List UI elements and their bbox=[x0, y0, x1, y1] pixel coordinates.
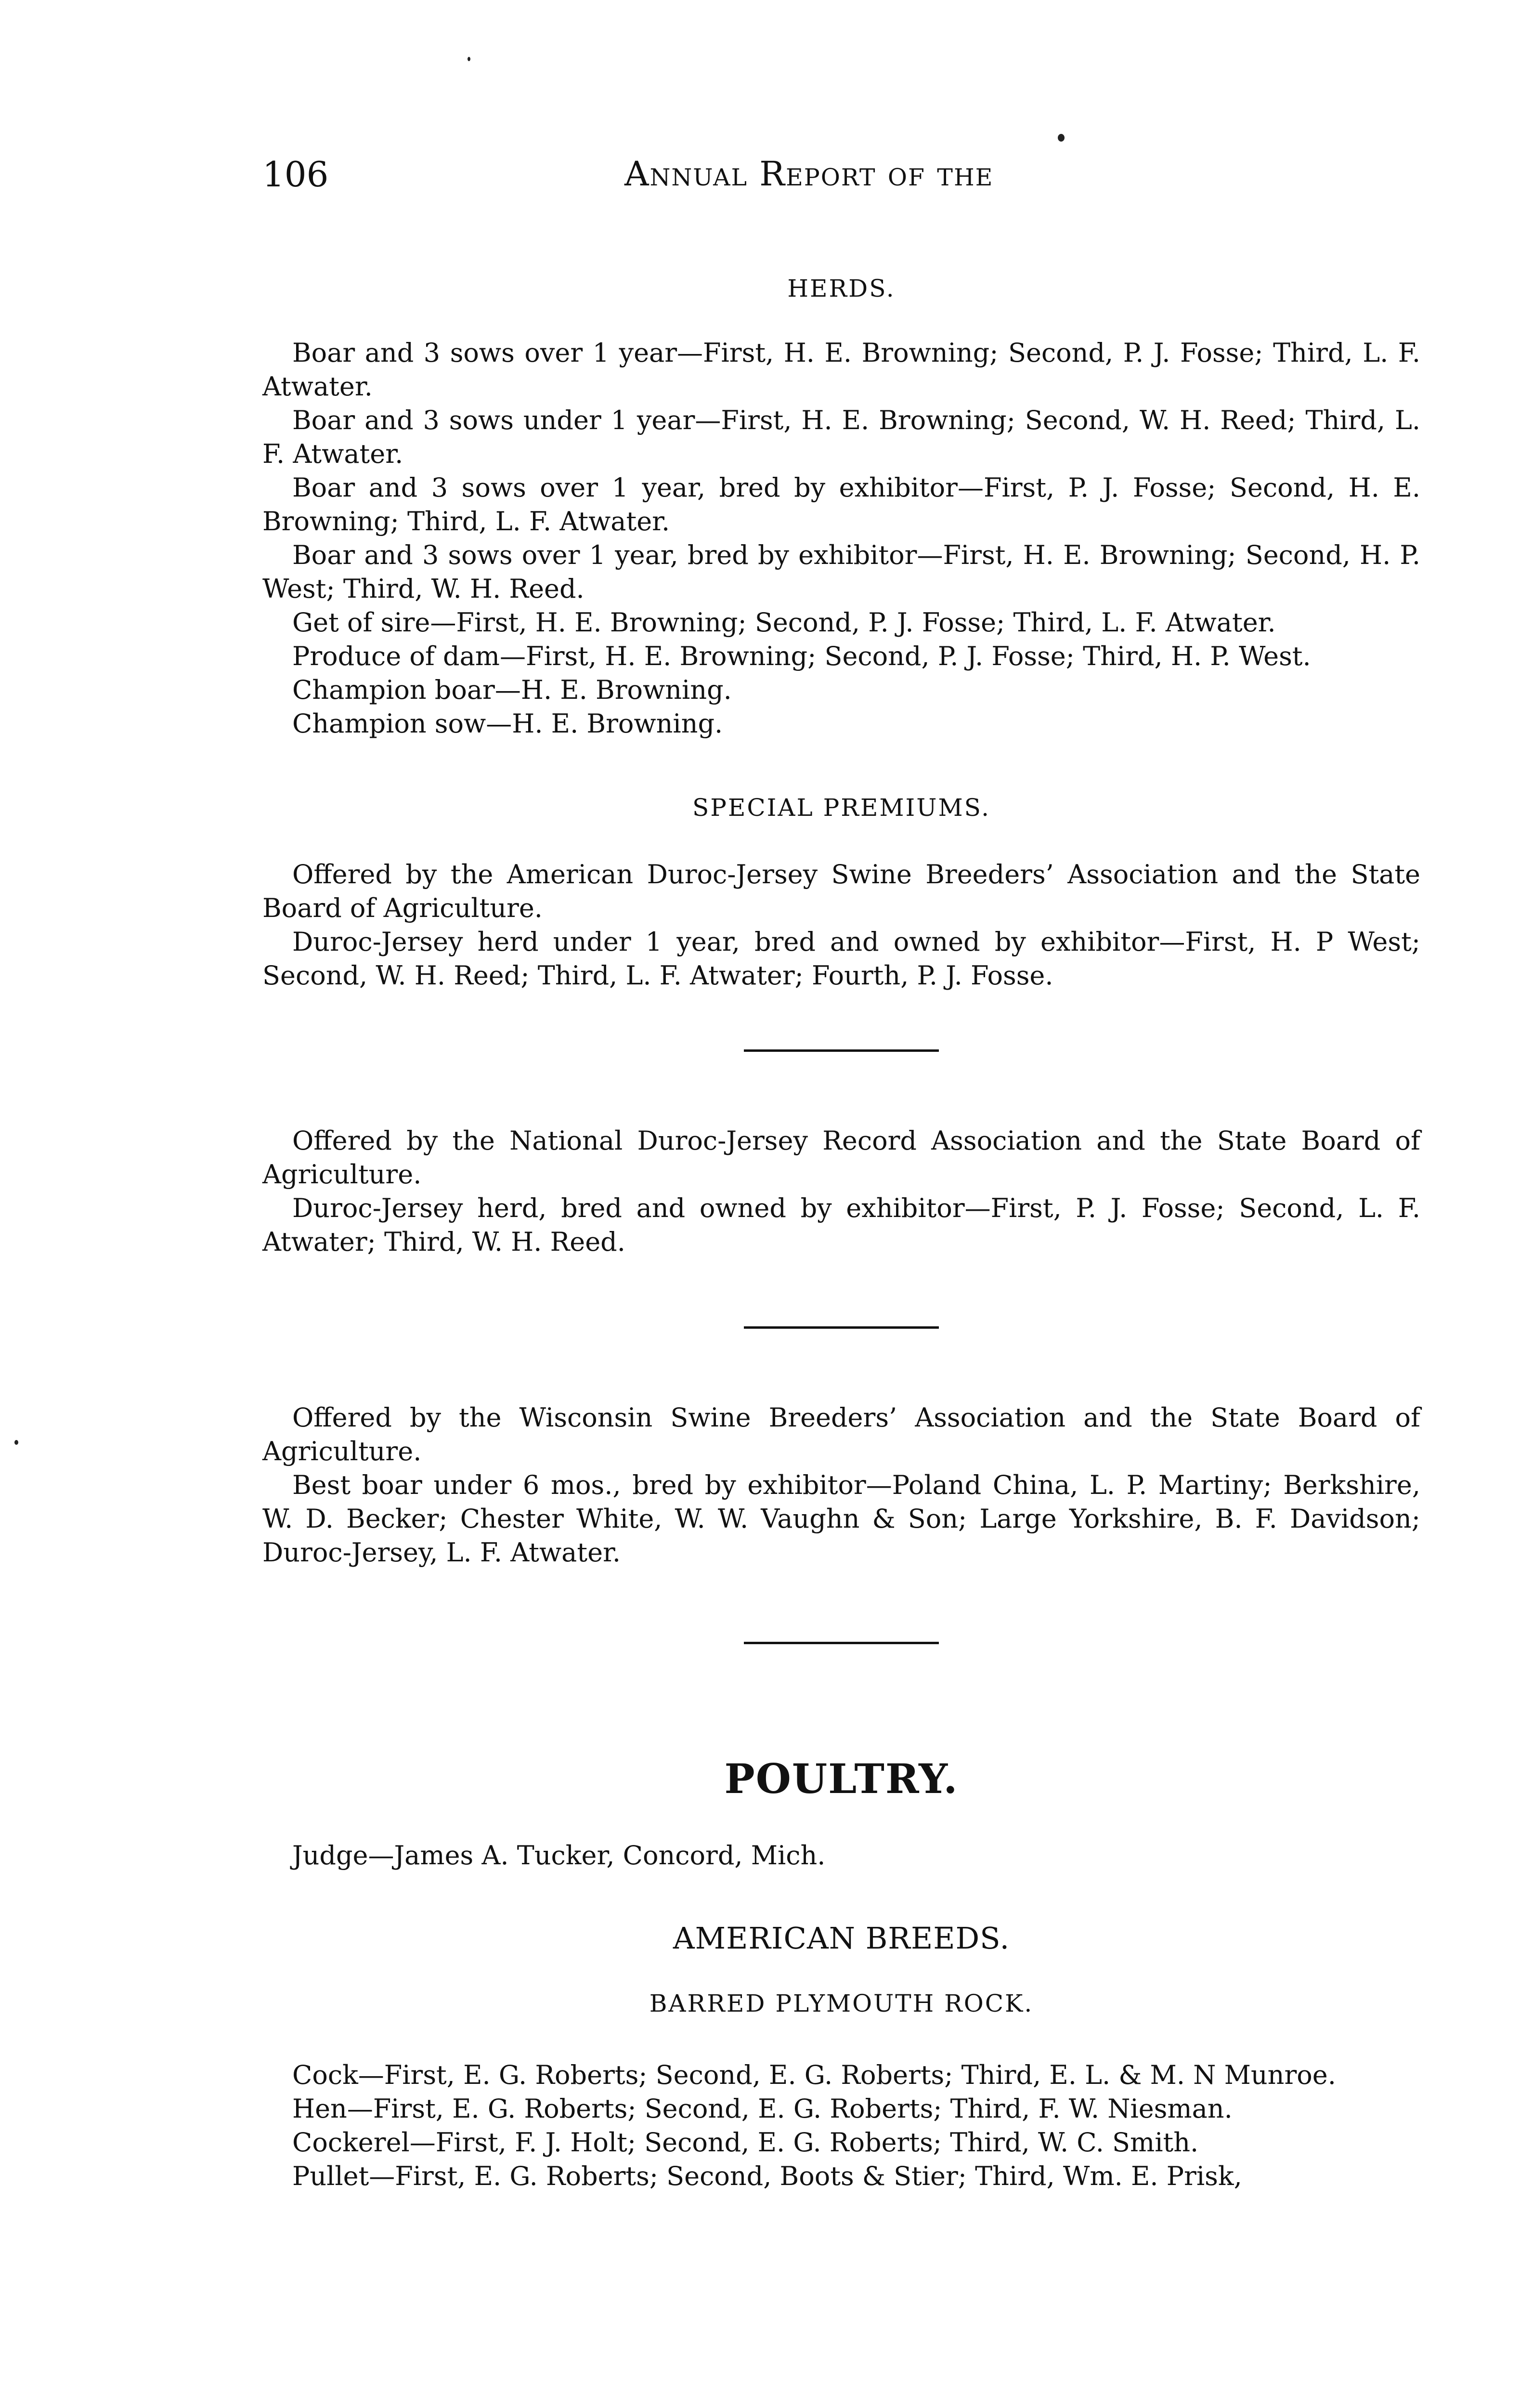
premium-offered-by: Offered by the Wisconsin Swine Breeders’ Association and the State Board of Agriculture. bbox=[262, 1402, 1420, 1466]
premium-award: Duroc-Jersey herd, bred and owned by exhibitor—First, P. J. Fosse; Second, L. F. Atwater; Third, W. H. Reed. bbox=[262, 1193, 1420, 1257]
poultry-entry: Cock—First, E. G. Roberts; Second, E. G. Roberts; Third, E. L. & M. N Munroe. bbox=[292, 2060, 1336, 2090]
herds-entry: Champion sow—H. E. Browning. bbox=[292, 708, 723, 739]
poultry-entry: Hen—First, E. G. Roberts; Second, E. G. Roberts; Third, F. W. Niesman. bbox=[292, 2094, 1233, 2124]
breed-group-heading: AMERICAN BREEDS. bbox=[673, 1921, 1010, 1956]
premium-award: Duroc-Jersey herd under 1 year, bred and owned by exhibitor—First, H. P West; Second, W. H. Reed; Third, L. F. Atwater; Fourth, P. J. Fosse. bbox=[262, 927, 1420, 991]
print-speck bbox=[14, 1440, 18, 1445]
poultry-entries bbox=[262, 2058, 1420, 2193]
premium-group bbox=[262, 858, 1420, 993]
page-number: 106 bbox=[262, 154, 329, 195]
herds-entry: Boar and 3 sows over 1 year, bred by exhibitor—First, H. E. Browning; Second, H. P. West; Third, W. H. Reed. bbox=[262, 540, 1420, 604]
print-speck bbox=[1058, 134, 1065, 142]
herds-entry: Get of sire—First, H. E. Browning; Second, P. J. Fosse; Third, L. F. Atwater. bbox=[292, 607, 1276, 638]
poultry-heading: POULTRY. bbox=[724, 1755, 959, 1803]
premium-offered-by: Offered by the American Duroc-Jersey Swine Breeders’ Association and the State Board of Agriculture. bbox=[262, 859, 1420, 923]
herds-entry: Boar and 3 sows over 1 year—First, H. E. Browning; Second, P. J. Fosse; Third, L. F. Atwater. bbox=[262, 338, 1420, 402]
premium-award: Best boar under 6 mos., bred by exhibitor—Poland China, L. P. Martiny; Berkshire, W. D. Becker; Chester White, W. W. Vaughn & Son; Large Yorkshire, B. F. Davidson; Duroc-Jersey, L. F. Atwater. bbox=[262, 1470, 1420, 1568]
herds-heading: HERDS. bbox=[787, 275, 896, 302]
premium-offered-by: Offered by the National Duroc-Jersey Record Association and the State Board of Agriculture. bbox=[262, 1125, 1420, 1190]
herds-entry: Champion boar—H. E. Browning. bbox=[292, 675, 732, 705]
poultry-entry: Cockerel—First, F. J. Holt; Second, E. G. Roberts; Third, W. C. Smith. bbox=[292, 2127, 1199, 2158]
herds-entry: Boar and 3 sows over 1 year, bred by exhibitor—First, P. J. Fosse; Second, H. E. Browning; Third, L. F. Atwater. bbox=[262, 472, 1420, 537]
premium-group bbox=[262, 1401, 1420, 1570]
judge-line: Judge—James A. Tucker, Concord, Mich. bbox=[292, 1840, 826, 1871]
running-title: Annual Report of the bbox=[624, 154, 994, 194]
running-head bbox=[262, 154, 1129, 207]
premium-group bbox=[262, 1124, 1420, 1259]
variety-heading: BARRED PLYMOUTH ROCK. bbox=[649, 1989, 1034, 2017]
herds-entry: Boar and 3 sows under 1 year—First, H. E. Browning; Second, W. H. Reed; Third, L. F. Atwater. bbox=[262, 405, 1420, 469]
special-premiums-heading: SPECIAL PREMIUMS. bbox=[692, 794, 991, 822]
poultry-entry: Pullet—First, E. G. Roberts; Second, Boots & Stier; Third, Wm. E. Prisk, bbox=[292, 2161, 1242, 2191]
herds-entry: Produce of dam—First, H. E. Browning; Second, P. J. Fosse; Third, H. P. West. bbox=[292, 641, 1311, 671]
herds-entries bbox=[262, 336, 1420, 741]
print-speck bbox=[468, 57, 470, 61]
page-content bbox=[262, 275, 1420, 2193]
